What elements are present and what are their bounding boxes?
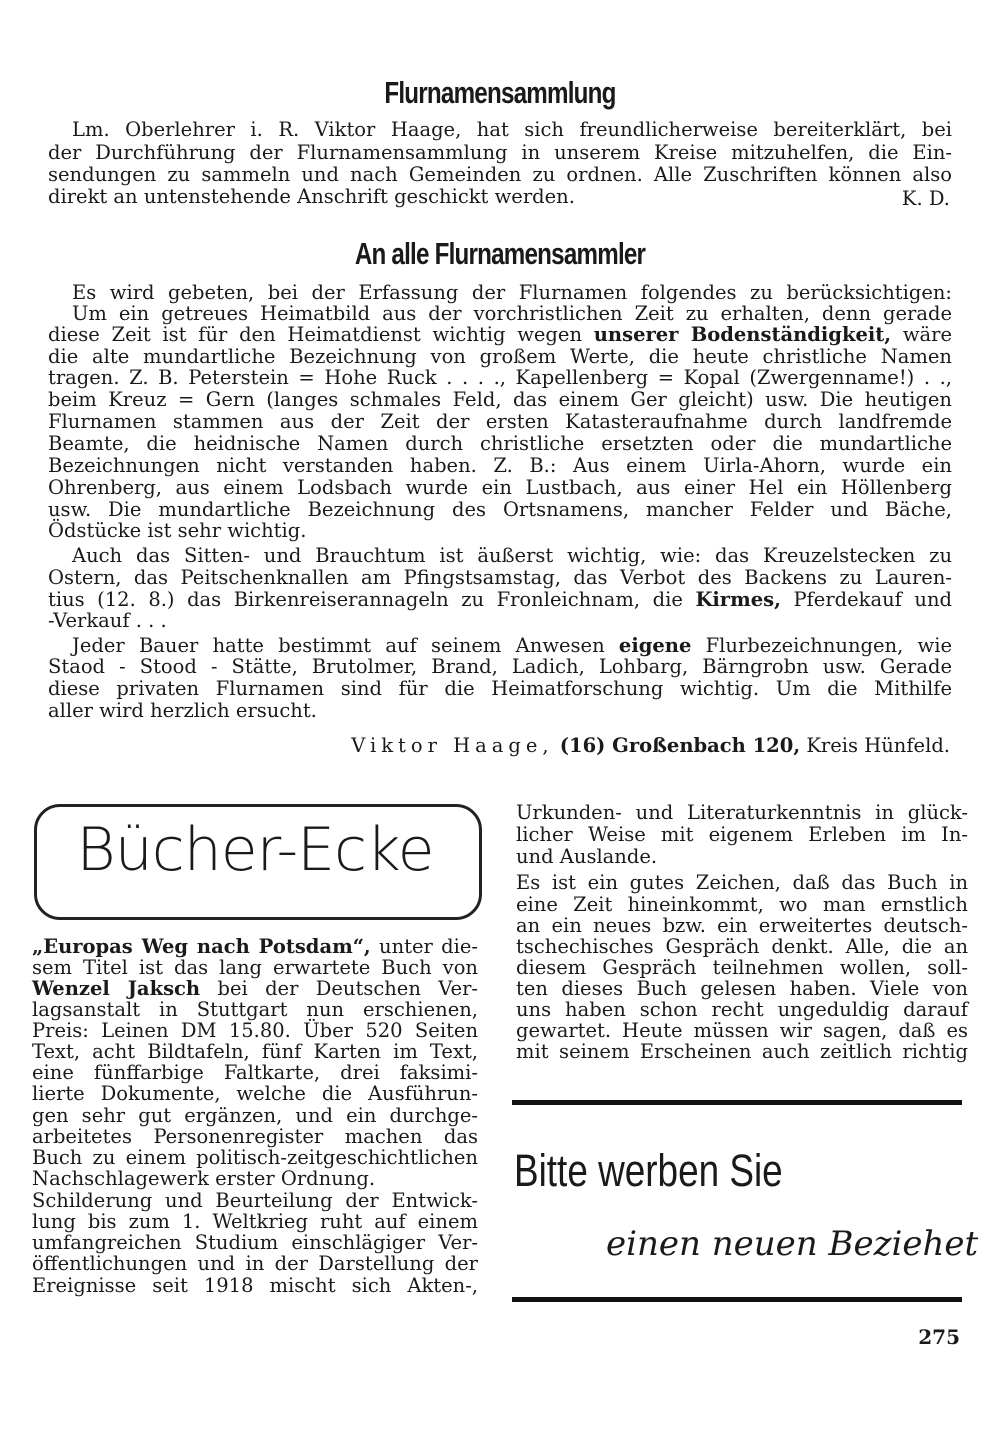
text-span: wäre — [902, 323, 952, 346]
text-line: lung bis zum 1. Weltkrieg ruht auf einem — [32, 1210, 478, 1233]
text-line: umfangreichen Studium einschlägiger Ver- — [32, 1231, 478, 1254]
text-line: und Auslande. — [516, 845, 658, 868]
text-line: die alte mundartliche Bezeichnung von großem Werte, die heute christliche Namen — [48, 345, 952, 368]
ad-subline: einen neuen Beziehet — [606, 1224, 979, 1264]
text-line: Bezeichnungen nicht verstanden haben. Z. B.: Aus einem Uirla-Ahorn, wurde ein — [48, 454, 952, 477]
text-line: uns haben schon recht ungeduldig darauf — [516, 998, 968, 1021]
text-line: licher Weise mit eigenem Erleben im In- — [516, 823, 968, 846]
text-span: bei der Deutschen Ver- — [217, 977, 478, 1000]
signature-address: (16) Großenbach 120, — [559, 734, 801, 757]
text-line: Schilderung und Beurteilung der Entwick- — [32, 1189, 478, 1212]
text-line: lierte Dokumente, welche die Ausführun- — [32, 1082, 478, 1105]
text-line: beim Kreuz = Gern (langes schmales Feld, das einem Ger gleicht) usw. Die heutigen — [48, 388, 952, 411]
buecher-ecke-heading: Bücher-Ecke — [76, 815, 434, 885]
bold-text: unserer Bodenständigkeit, — [593, 323, 892, 346]
text-line: Preis: Leinen DM 15.80. Über 520 Seiten — [32, 1019, 478, 1042]
text-line: tragen. Z. B. Peterstein = Hohe Ruck . . . ., Kapellenberg = Kopal (Zwergenname!) . ., — [48, 366, 952, 389]
text-line: Lm. Oberlehrer i. R. Viktor Haage, hat sich freundlicherweise bereiterklärt, bei — [72, 118, 952, 141]
text-line: -Verkauf . . . — [48, 609, 167, 632]
author-initials: K. D. — [901, 187, 950, 210]
text-span: Pferdekauf und — [793, 588, 953, 611]
text-line: ten dieses Buch gelesen haben. Viele von — [516, 977, 968, 1000]
text-line: Um ein getreues Heimatbild aus der vorchristlichen Zeit zu erhalten, denn gerade — [72, 302, 952, 325]
page-number: 275 — [918, 1325, 960, 1349]
text-line: Beamte, die heidnische Namen durch christliche ersetzten oder die mundartliche — [48, 432, 952, 455]
text-line: gewartet. Heute müssen wir sagen, daß es — [516, 1019, 968, 1042]
bold-text: eigene — [618, 634, 692, 657]
text-line-with-bold — [32, 979, 478, 1000]
text-line: sem Titel ist das lang erwartete Buch von — [32, 956, 478, 979]
text-span: diese Zeit ist für den Heimatdienst wichtig wegen — [48, 323, 583, 346]
text-line: Text, acht Bildtafeln, fünf Karten im Text, — [32, 1040, 478, 1063]
text-line: Buch zu einem politisch-zeitgeschichtlichen — [32, 1146, 478, 1169]
text-line: an ein neues bzw. ein erweitertes deutsch- — [516, 914, 968, 937]
section-title-flurnamensammlung: Flurnamensammlung — [384, 75, 616, 110]
text-line: Staod - Stood - Stätte, Brutolmer, Brand, Ladich, Lohbarg, Bärngrobn usw. Gerade — [48, 655, 952, 678]
bottom-rule — [512, 1297, 962, 1302]
text-line: öffentlichungen und in der Darstellung der — [32, 1252, 478, 1275]
signature — [351, 734, 950, 757]
text-line: Urkunden- und Literaturkenntnis in glück- — [516, 801, 968, 824]
text-line: Flurnamen stammen aus der Zeit der ersten Katasteraufnahme durch landfremde — [48, 410, 952, 433]
text-line: Nachschlagewerk erster Ordnung. — [32, 1167, 376, 1190]
text-line: eine Zeit hineinkommt, wo man ernstlich — [516, 893, 968, 916]
text-line: direkt an untenstehende Anschrift geschickt werden. — [48, 185, 575, 208]
text-line: mit seinem Erscheinen auch zeitlich richtig — [516, 1040, 968, 1063]
text-line-with-bold — [48, 590, 952, 611]
bold-text: Kirmes, — [695, 588, 781, 611]
text-line: Ödstücke ist sehr wichtig. — [48, 519, 307, 542]
text-span: Flurbezeichnungen, wie — [705, 634, 953, 657]
text-line: Es ist ein gutes Zeichen, daß das Buch in — [516, 871, 968, 894]
text-line: aller wird herzlich ersucht. — [48, 699, 317, 722]
text-line: usw. Die mundartliche Bezeichnung des Ortsnamens, mancher Felder und Bäche, — [48, 498, 952, 521]
text-line: diesem Gespräch teilnehmen wollen, soll- — [516, 956, 968, 979]
text-line: Auch das Sitten- und Brauchtum ist äußerst wichtig, wie: das Kreuzelstecken zu — [72, 544, 952, 567]
text-line: Ereignisse seit 1918 mischt sich Akten-, — [32, 1274, 478, 1297]
text-line-with-bold — [32, 937, 478, 958]
author-name: Wenzel Jaksch — [32, 977, 201, 1000]
text-line: sendungen zu sammeln und nach Gemeinden zu ordnen. Alle Zuschriften können also — [48, 163, 952, 186]
text-line-with-bold — [72, 636, 952, 657]
text-line: eine fünffarbige Faltkarte, drei faksimi- — [32, 1061, 478, 1084]
text-line: tschechisches Gespräch denkt. Alle, die an — [516, 935, 968, 958]
text-line: gen sehr gut ergänzen, und ein durchge- — [32, 1104, 478, 1127]
text-line: lagsanstalt in Stuttgart nun erschienen, — [32, 998, 478, 1021]
text-line: arbeitetes Personenregister machen das — [32, 1125, 478, 1148]
text-span: unter die- — [379, 935, 478, 958]
signature-name: Viktor Haage, — [351, 734, 554, 757]
text-line: Ohrenberg, aus einem Lodsbach wurde ein Lustbach, aus einer Hel ein Höllenberg — [48, 476, 952, 499]
text-line: der Durchführung der Flurnamensammlung in unserem Kreise mitzuhelfen, die Ein- — [48, 141, 952, 164]
text-span: Jeder Bauer hatte bestimmt auf seinem Anwesen — [72, 634, 605, 657]
text-span: tius (12. 8.) das Birkenreiserannageln zu Fronleichnam, die — [48, 588, 683, 611]
signature-district: Kreis Hünfeld. — [806, 734, 950, 757]
book-title: „Europas Weg nach Potsdam“, — [32, 935, 371, 958]
ad-headline: Bitte werben Sie — [514, 1145, 783, 1196]
top-rule — [512, 1100, 962, 1105]
section-title-an-alle: An alle Flurnamensammler — [354, 236, 646, 271]
text-line: Ostern, das Peitschenknallen am Pfingstsamstag, das Verbot des Backens zu Lauren- — [48, 566, 952, 589]
text-line: diese privaten Flurnamen sind für die Heimatforschung wichtig. Um die Mithilfe — [48, 677, 952, 700]
text-line-with-bold — [48, 325, 952, 346]
text-line: Es wird gebeten, bei der Erfassung der Flurnamen folgendes zu berücksichtigen: — [72, 281, 952, 304]
